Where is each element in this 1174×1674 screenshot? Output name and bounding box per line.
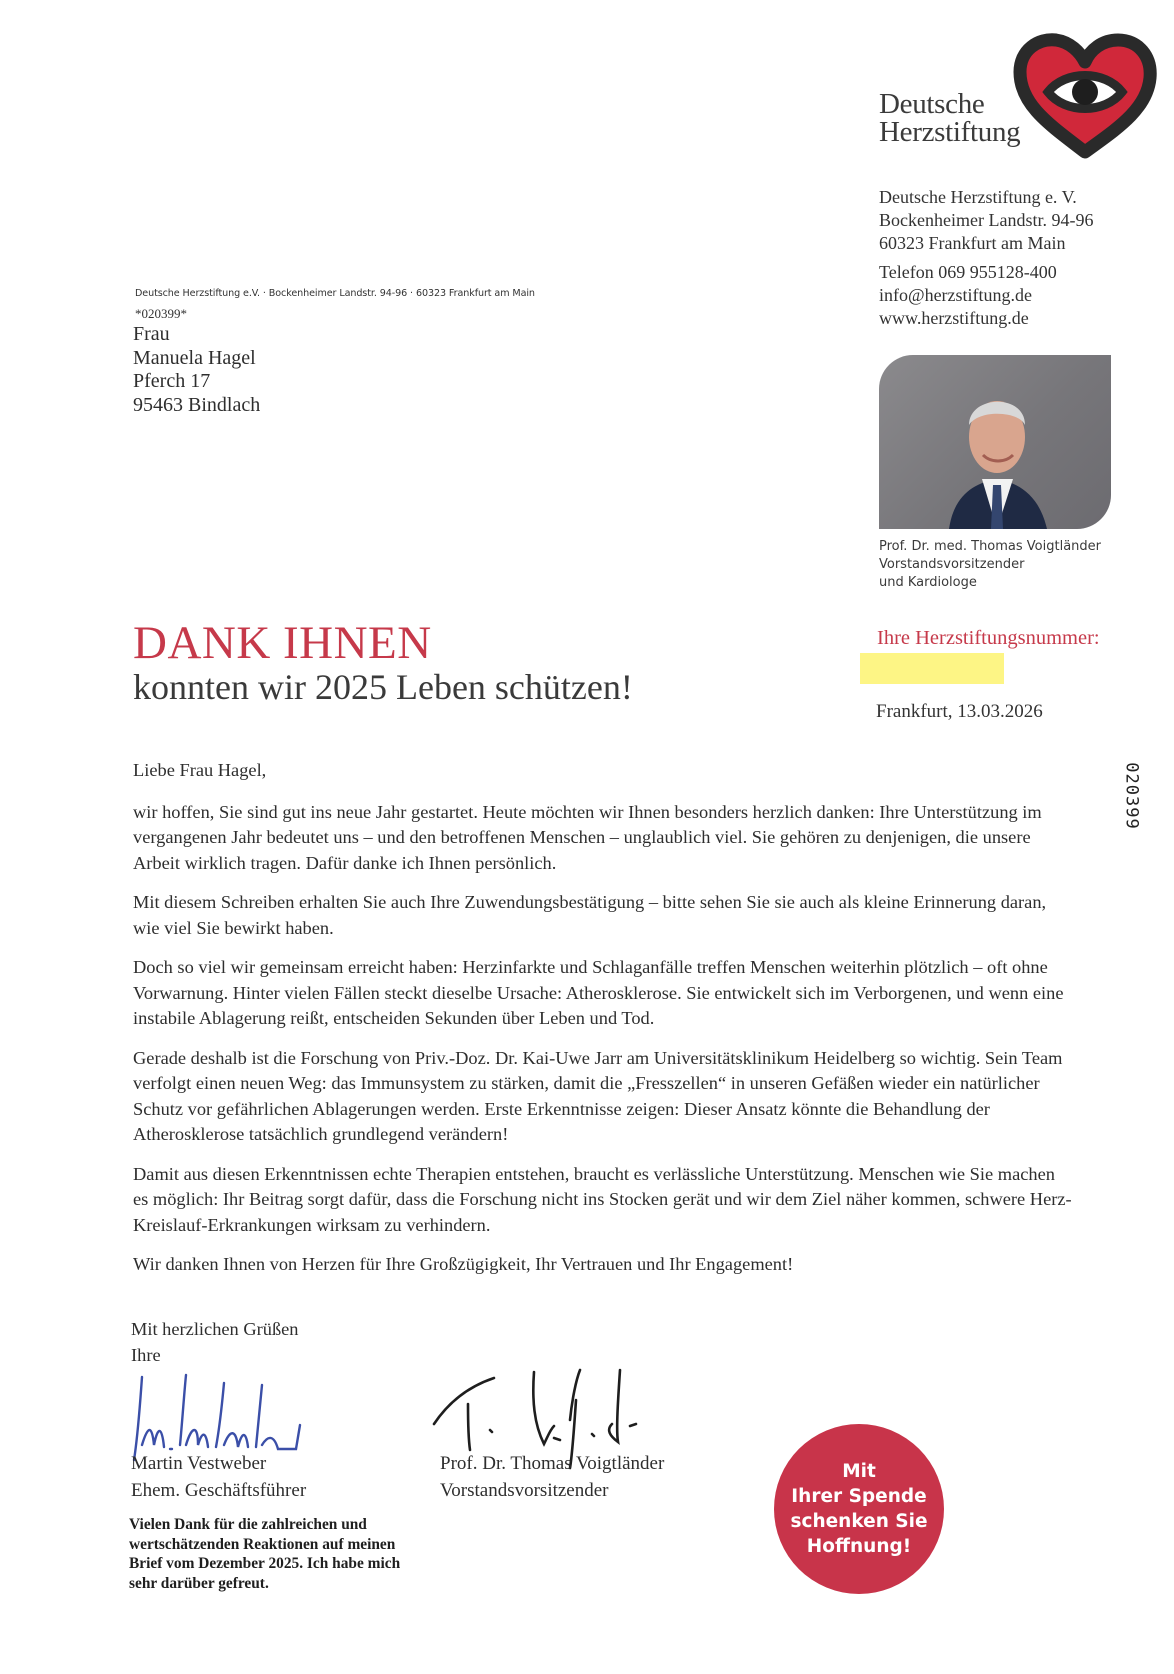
caption-name: Prof. Dr. med. Thomas Voigtländer bbox=[879, 539, 1102, 554]
sender-return-line: Deutsche Herzstiftung e.V. · Bockenheimer Landstr. 94-96 · 60323 Frankfurt am Main bbox=[135, 288, 535, 299]
logo-line-2: Herzstiftung bbox=[879, 116, 1021, 148]
badge-line: schenken Sie bbox=[790, 1511, 928, 1532]
org-email: info@herzstiftung.de bbox=[879, 285, 1033, 305]
membership-number-highlight bbox=[860, 653, 1004, 684]
letter-paragraph: Doch so viel wir gemeinsam erreicht haben: Herzinfarkte und Schlaganfälle treffen Menschen weiterhin plötzlich – oft ohne Vorwarnung. Hinter vielen Fällen steckt dieselbe Ursache: Atherosklerose. Sie entwickelt sich im Verborgenen, und wenn eine instabile Ablagerung reißt, entscheiden Sekunden über Leben und Tod. bbox=[133, 957, 1064, 1028]
badge-line: Mit bbox=[842, 1461, 876, 1482]
letter-date: Frankfurt, 13.03.2026 bbox=[876, 701, 1043, 722]
recipient-name: Manuela Hagel bbox=[133, 346, 256, 369]
letter-paragraph: wir hoffen, Sie sind gut ins neue Jahr gestartet. Heute möchten wir Ihnen besonders herzlich danken: Ihre Unterstützung im vergangenen Jahr bedeutet uns – und den betroffenen Menschen – unglaublich viel. Sie gehören zu denjenigen, die unsere Arbeit wirklich tragen. Dafür danke ich Ihnen persönlich. bbox=[133, 801, 1042, 873]
badge-line: Ihrer Spende bbox=[791, 1486, 927, 1507]
closing-greeting: Mit herzlichen Grüßen bbox=[131, 1319, 299, 1339]
logo-line-1: Deutsche bbox=[879, 88, 985, 120]
membership-number-label: Ihre Herzstiftungsnummer: bbox=[877, 627, 1100, 649]
heart-eye-logo-icon bbox=[1010, 30, 1160, 160]
signatory-1-title: Ehem. Geschäftsführer bbox=[131, 1480, 307, 1501]
signatory-1 bbox=[131, 1450, 306, 1504]
letter-paragraph: Damit aus diesen Erkenntnissen echte Therapien entstehen, braucht es verlässliche Unterstützung. Menschen wie Sie machen es möglich: Ihr Beitrag sorgt dafür, dass die Forschung nicht ins Stocken gerät und wir dem Ziel näher kommen, schwere Herz-Kreislauf-Erkrankungen wirksam zu verhindern. bbox=[133, 1163, 1072, 1235]
portrait-photo bbox=[879, 355, 1111, 529]
recipient-code: *020399* bbox=[135, 306, 187, 321]
signatory-2-name: Prof. Dr. Thomas Voigtländer bbox=[440, 1453, 665, 1474]
org-city: 60323 Frankfurt am Main bbox=[879, 233, 1066, 253]
headline-title: DANK IHNEN bbox=[133, 617, 432, 669]
letter-closing bbox=[131, 1317, 299, 1368]
portrait-caption bbox=[879, 538, 1101, 592]
org-street: Bockenheimer Landstr. 94-96 bbox=[879, 210, 1094, 230]
postscript-note: Vielen Dank für die zahlreichen und wertschätzenden Reaktionen auf meinen Brief vom Dezember 2025. Ich habe mich sehr darüber gefreut. bbox=[129, 1516, 401, 1592]
signatory-2-title: Vorstandsvorsitzender bbox=[440, 1480, 609, 1501]
recipient-city: 95463 Bindlach bbox=[133, 393, 261, 416]
letter-paragraph: Mit diesem Schreiben erhalten Sie auch Ihre Zuwendungsbestätigung – bitte sehen Sie sie auch als kleine Erinnerung daran, wie viel Sie bewirkt haben. bbox=[133, 892, 1047, 938]
side-reference-code: 020399 bbox=[1121, 762, 1142, 830]
letter-paragraph: Gerade deshalb ist die Forschung von Priv.-Doz. Dr. Kai-Uwe Jarr am Universitätsklinikum Heidelberg so wichtig. Sein Team verfolgt einen neuen Weg: das Immunsystem zu stärken, damit die „Fresszellen“ in unseren Gefäßen wieder ein natürlicher Schutz vor gefährlichen Ablagerungen werden. Erste Erkenntnisse zeigen: Dieser Ansatz könnte die Behandlung der Atherosklerose tatsächlich grundlegend verändern! bbox=[133, 1047, 1063, 1144]
badge-text bbox=[790, 1459, 927, 1559]
letter-paragraph: Wir danken Ihnen von Herzen für Ihre Großzügigkeit, Ihr Vertrauen und Ihr Engagement! bbox=[133, 1254, 794, 1274]
closing-ihre: Ihre bbox=[131, 1344, 161, 1365]
recipient-street: Pferch 17 bbox=[133, 370, 211, 392]
badge-line: Hoffnung! bbox=[806, 1536, 912, 1557]
organization-address bbox=[879, 186, 1093, 330]
recipient-salutation: Frau bbox=[133, 323, 170, 345]
signatory-1-name: Martin Vestweber bbox=[131, 1453, 267, 1474]
org-website: www.herzstiftung.de bbox=[879, 308, 1029, 328]
org-name: Deutsche Herzstiftung e. V. bbox=[879, 187, 1077, 207]
logo-wordmark bbox=[879, 90, 1020, 146]
donation-badge bbox=[774, 1424, 944, 1594]
portrait-person-icon bbox=[879, 355, 1111, 529]
letter-body bbox=[133, 758, 1073, 1292]
org-phone: Telefon 069 955128-400 bbox=[879, 262, 1057, 282]
headline-subtitle: konnten wir 2025 Leben schützen! bbox=[133, 667, 633, 707]
caption-role: Vorstandsvorsitzender bbox=[879, 557, 1025, 572]
recipient-address bbox=[133, 323, 260, 417]
letter-greeting: Liebe Frau Hagel, bbox=[133, 760, 267, 780]
signatory-2 bbox=[440, 1450, 664, 1504]
caption-specialty: und Kardiologe bbox=[879, 575, 977, 590]
